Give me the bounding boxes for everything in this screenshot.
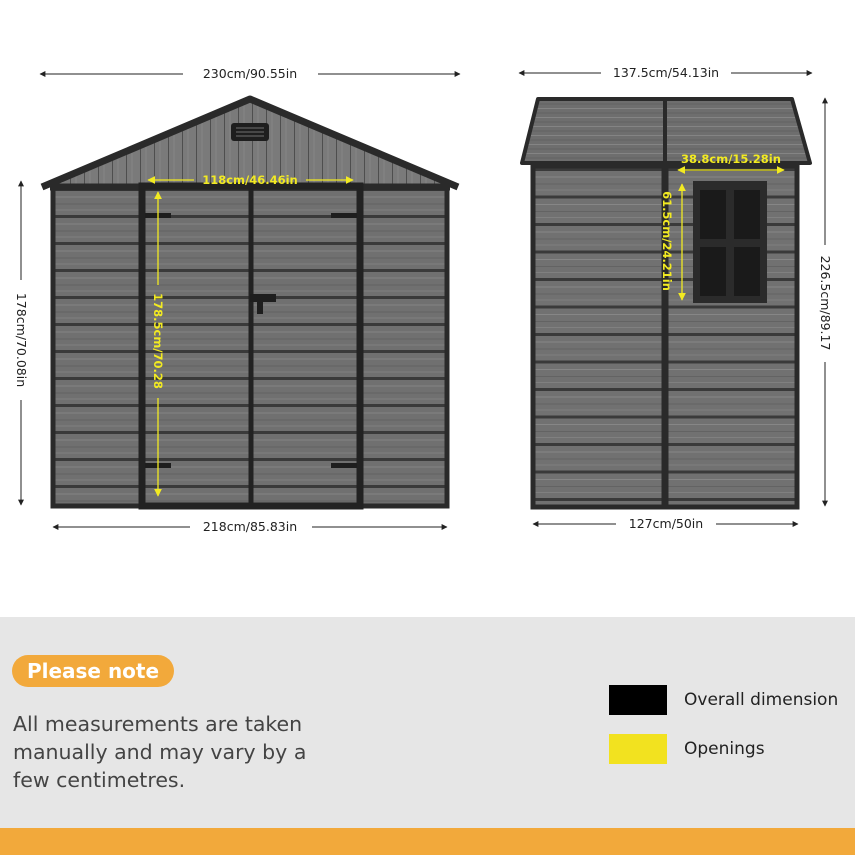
side-base-depth-label: 127cm/50in: [628, 516, 704, 531]
side-overall-height-label: 226.5cm/89.17: [818, 255, 833, 351]
front-base-width-label: 218cm/85.83in: [202, 519, 298, 534]
window-width-label: 38.8cm/15.28in: [681, 152, 781, 166]
legend-swatch-openings: [609, 734, 667, 764]
side-overall-depth-label: 137.5cm/54.13in: [612, 65, 720, 80]
hinge-bottom-right: [331, 463, 357, 468]
front-side-height: [14, 181, 29, 505]
side-overall-height: [818, 98, 833, 506]
hinge-top-right: [331, 213, 357, 218]
legend-label-overall: Overall dimension: [684, 690, 839, 710]
bottom-accent-stripe: [0, 828, 855, 855]
front-overall-width-label: 230cm/90.55in: [202, 66, 298, 81]
legend-swatch-overall: [609, 685, 667, 715]
front-side-height-label: 178cm/70.08in: [14, 292, 29, 388]
front-overall-width: [40, 66, 460, 81]
please-note-badge: Please note: [12, 655, 174, 687]
window-height-label: 61.5cm/24.21in: [660, 191, 674, 291]
front-view-shed: [42, 99, 458, 506]
door-width-label: 118cm/46.46in: [202, 173, 298, 187]
side-overall-depth: [519, 65, 812, 80]
front-base-width: [53, 519, 447, 534]
note-text: All measurements are taken manually and may vary by a few centimetres.: [13, 712, 307, 792]
door-height-label: 178.5cm/70.28: [151, 293, 165, 389]
side-base-depth: [533, 516, 798, 531]
legend-label-openings: Openings: [684, 739, 765, 759]
side-window: [693, 181, 767, 303]
